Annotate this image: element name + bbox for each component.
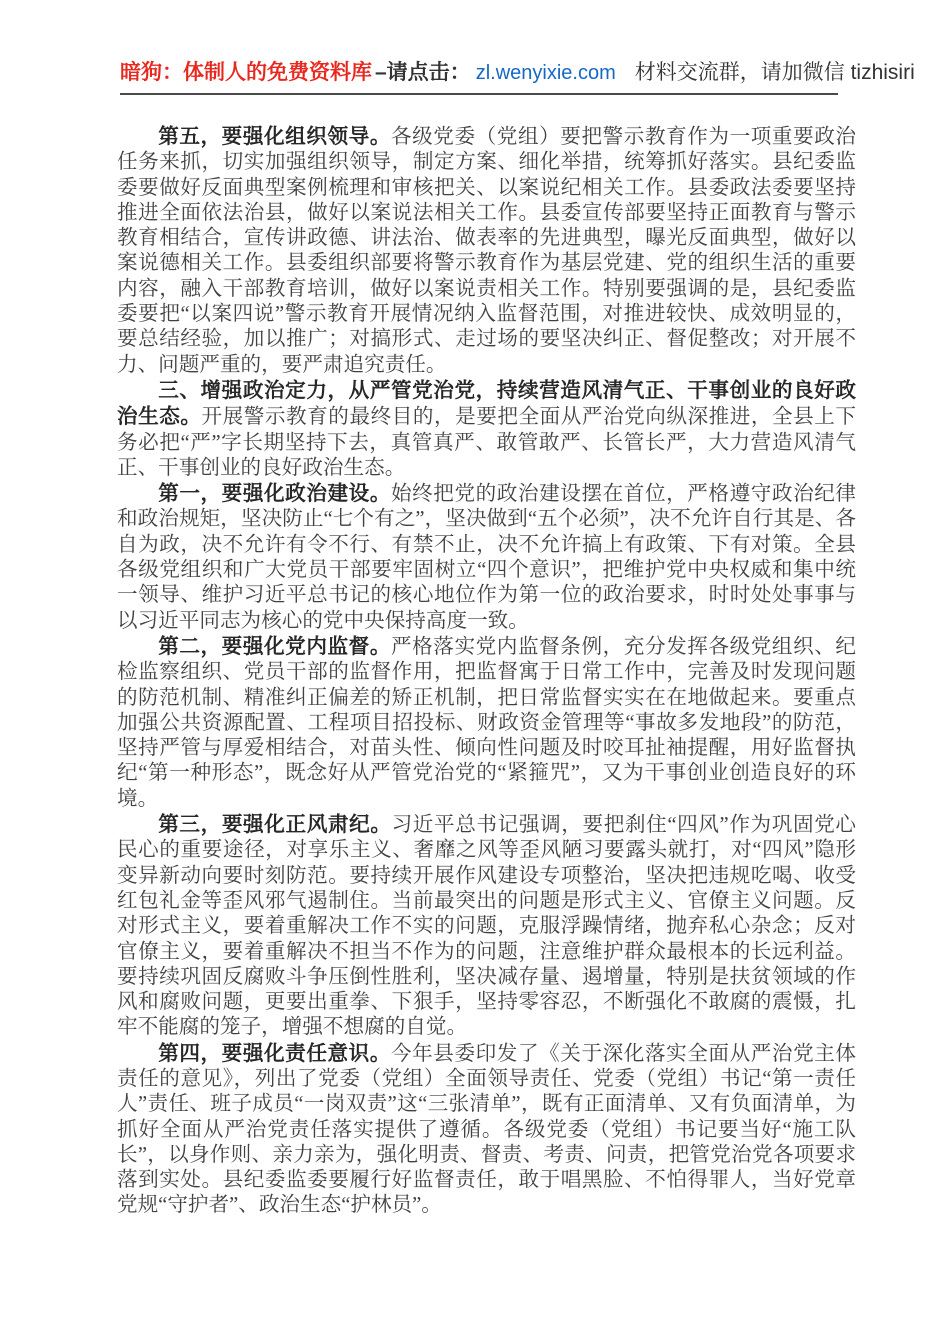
paragraph-lead: 第二，要强化党内监督。 — [158, 634, 391, 658]
document-paragraph — [117, 634, 856, 812]
paragraph-text: 今年县委印发了《关于深化落实全面从严治党主体责任的意见》，列出了党委（党组）全面领导责任、党委（党组）书记“第一责任人”责任、班子成员“一岗双责”这“三张清单”，既有正面清单、又有负面清单，为抓好全面从严治党责任落实提供了遵循。各级党委（党组）书记要当好“施工队长”，以身作则、亲力亲为，强化明责、督责、考责、问责，把管党治党各项要求落到实处。县纪委监委要履行好监督责任，敢于唱黑脸、不怕得罪人，当好党章党规“守护者”、政治生态“护林员”。 — [117, 1042, 857, 1217]
paragraph-lead: 第三，要强化正风肃纪。 — [158, 813, 392, 837]
banner-brand-text: 暗狗：体制人的免费资料库 — [120, 61, 372, 84]
resource-banner — [120, 58, 915, 95]
paragraph-text: 习近平总书记强调，要把刹住“四风”作为巩固党心民心的重要途径，对享乐主义、奢靡之风等歪风陋习要露头就打，对“四风”隐形变异新动向要时刻防范。要持续开展作风建设专项整治，坚决把违规吃喝、收受红包礼金等歪风邪气遏制住。当前最突出的问题是形式主义、官僚主义问题。反对形式主义，要着重解决工作不实的问题，克服浮躁情绪，抛弃私心杂念；反对官僚主义，要着重解决不担当不作为的问题，注意维护群众最根本的长远利益。要持续巩固反腐败斗争压倒性胜利，坚决减存量、遏增量，特别是扶贫领域的作风和腐败问题，更要出重拳、下狠手，坚持零容忍，不断强化不敢腐的震慑，扎牢不能腐的笼子，增强不想腐的自觉。 — [117, 814, 856, 1039]
document-body — [117, 124, 856, 1219]
document-paragraph — [117, 481, 856, 634]
document-paragraph — [117, 1041, 856, 1219]
paragraph-lead: 第五，要强化组织领导。 — [158, 125, 391, 148]
paragraph-text: 始终把党的政治建设摆在首位，严格遵守政治纪律和政治规矩，坚决防止“七个有之”，坚决做到“五个必须”，决不允许自行其是、各自为政，决不允许有令不行、有禁不止，决不允许搞上有政策、下有对策。全县各级党组织和广大党员干部要牢固树立“四个意识”，把维护党中央权威和集中统一领导、维护习近平总书记的核心地位作为第一位的政治要求，时时处处事事与以习近平同志为核心的党中央保持高度一致。 — [117, 483, 857, 632]
document-paragraph — [117, 124, 856, 378]
document-paragraph — [117, 812, 856, 1041]
paragraph-lead: 三、增强政治定力，从严管党治党，持续营造风清气正、干事创业的良好政治生态。 — [117, 378, 856, 429]
paragraph-text: 严格落实党内监督条例，充分发挥各级党组织、纪检监察组织、党员干部的监督作用，把监督寓于日常工作中，完善及时发现问题的防范机制、精准纠正偏差的矫正机制，把日常监督实实在在地做起来。要重点加强公共资源配置、工程项目招投标、财政资金管理等“事故多发地段”的防范，坚持严管与厚爱相结合，对苗头性、倾向性问题及时咬耳扯袖提醒，用好监督执纪“第一种形态”，既念好从严管党治党的“紧箍咒”，又为干事创业创造良好的环境。 — [117, 635, 857, 810]
banner-click-label: –请点击： — [375, 61, 471, 84]
banner-group-note: 材料交流群，请加微信 tizhisiri — [634, 61, 915, 84]
paragraph-text: 开展警示教育的最终目的，是要把全面从严治党向纵深推进，全县上下务必把“严”字长期坚持下去，真管真严、敢管敢严、长管长严，大力营造风清气正、干事创业的良好政治生态。 — [117, 406, 857, 479]
document-paragraph — [117, 378, 856, 481]
paragraph-text: 各级党委（党组）要把警示教育作为一项重要政治任务来抓，切实加强组织领导，制定方案、细化举措，统筹抓好落实。县纪委监委要做好反面典型案例梳理和审核把关、以案说纪相关工作。县委政法委要坚持推进全面依法治县，做好以案说法相关工作。县委宣传部要坚持正面教育与警示教育相结合，宣传讲政德、讲法治、做表率的先进典型，曝光反面典型，做好以案说德相关工作。县委组织部要将警示教育作为基层党建、党的组织生活的重要内容，融入干部教育培训，做好以案说责相关工作。特别要强调的是，县纪委监委要把“以案四说”警示教育开展情况纳入监督范围，对推进较快、成效明显的，要总结经验，加以推广；对搞形式、走过场的要坚决纠正、督促整改；对开展不力、问题严重的，要严肃追究责任。 — [117, 126, 857, 376]
paragraph-lead: 第一，要强化政治建设。 — [158, 482, 391, 506]
banner-site-link[interactable]: zl.wenyixie.com — [475, 62, 616, 84]
paragraph-lead: 第四，要强化责任意识。 — [158, 1041, 391, 1065]
